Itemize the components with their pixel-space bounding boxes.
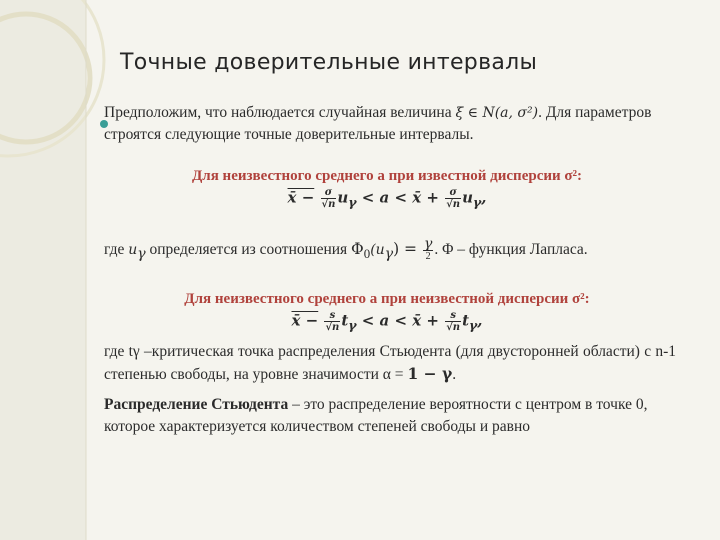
- intro-math: ξ ∈ N(a, σ²): [455, 105, 539, 121]
- where1-paragraph: где $u_\gamma$ определяется из соотношения $\Phi_0(u_\gamma)$ = $\frac{\gamma}{2}$ . Φ – функция Лапласа.: [104, 235, 588, 263]
- case2-frac-left: $\frac{s}{√n}$: [325, 310, 340, 334]
- case1-frac-right: $\frac{\sigma}{√n}$: [446, 187, 461, 210]
- case2-frac-right: $\frac{s}{√n}$: [446, 310, 461, 334]
- case1-formula: x̄ − $\frac{\sigma}{√n}$ $u_\gamma < a$ < x̄ + $\frac{\sigma}{√n}$ $u_\gamma$,: [287, 187, 487, 210]
- case1-heading: Для неизвестного среднего a при известной дисперсии σ²:: [191, 168, 583, 184]
- case2-heading: Для неизвестного среднего a при неизвестной дисперсии σ²:: [184, 291, 590, 308]
- slide-content: [98, 102, 676, 438]
- where2-paragraph: где tγ –критическая точка распределения Стьюдента (для двусторонней области) с n-1 степенью свободы, на уровне значимости α = 1 − γ.: [104, 343, 676, 384]
- student-paragraph: Распределение Стьюдента – это распределение вероятности с центром в точке 0, которое характеризуется количеством степеней свободы и равно: [104, 396, 648, 436]
- case2-formula: x̄ − $\frac{s}{√n}$ $t_\gamma < a$ < x̄ + $\frac{s}{√n}$ $t_\gamma$,: [291, 310, 483, 334]
- where1-frac: $\frac{\gamma}{2}$: [423, 235, 433, 262]
- case1-frac-left: $\frac{\sigma}{√n}$: [321, 187, 336, 210]
- slide-title: Точные доверительные интервалы: [120, 50, 538, 75]
- student-term: Распределение Стьюдента: [104, 396, 289, 414]
- intro-paragraph: Предположим, что наблюдается случайная величина ξ ∈ N(a, σ²). Для параметров строятся следующие точные доверительные интервалы.: [104, 104, 652, 143]
